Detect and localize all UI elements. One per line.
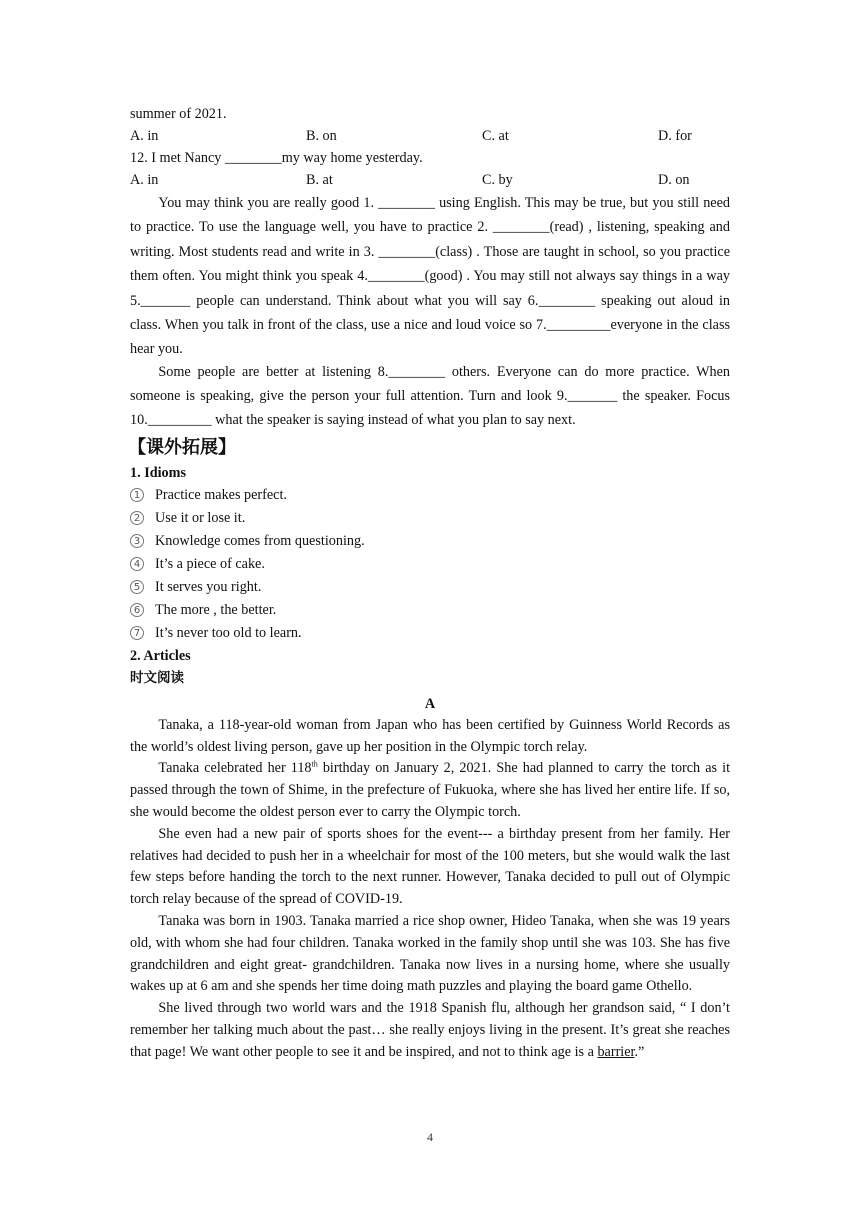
cloze-paragraph-2: Some people are better at listening 8.________ others. Everyone can do more practice. When someone is speaking, give the person your full attention. Turn and look 9._______ the speaker. Focus 10._________ what the speaker is saying instead of what you plan to say next.: [130, 363, 730, 428]
idiom-text: Use it or lose it.: [155, 509, 246, 526]
q12-option-b: B. at: [306, 172, 333, 188]
idiom-text: It’s a piece of cake.: [155, 555, 265, 572]
cloze-paragraph-1: You may think you are really good 1. ________ using English. This may be true, but you still need to practice. To use the language well, you have to practice 2. ________(read) , listening, speaking and writing. Most students read and write in 3. ________(class) . Those are taught in school, so you practice them often. You might think you speak 4.________(good) . You may still not always say things in a way 5._______ people can understand. Think about what you will say 6.________ speaking out aloud in class. When you talk in front of the class, use a nice and loud voice so 7._________everyone in the class hear you.: [130, 195, 730, 358]
idiom-text: The more , the better.: [155, 601, 277, 618]
underlined-word: barrier: [597, 1043, 635, 1060]
idiom-item: [130, 507, 730, 530]
idiom-item: [130, 576, 730, 599]
q12-stem: 12. I met Nancy ________my way home yesterday.: [130, 150, 423, 166]
circled-number: 2: [130, 511, 144, 525]
idiom-item: [130, 530, 730, 553]
q12-option-c: C. by: [482, 172, 513, 188]
article-p5-end: .”: [634, 1043, 645, 1060]
idiom-item: [130, 484, 730, 507]
article-paragraph-4: Tanaka was born in 1903. Tanaka married a rice shop owner, Hideo Tanaka, when she was 19 years old, with whom she had four children. Tanaka worked in the family shop until she was 103. She has five grandchildren and eight great- grandchildren. Tanaka now lives in a nursing home, where she usually wakes up at 6 am and she spends her time doing math puzzles and playing the board game Othello.: [130, 913, 730, 995]
q11-options: [130, 125, 730, 147]
q12-option-d: D. on: [658, 172, 690, 188]
idiom-text: Practice makes perfect.: [155, 486, 287, 503]
article-p5-start: She lived through two world wars and the 1918 Spanish flu, although her grandson said, “ I don’t remember her talking much about the past… she really enjoys living in the present. It’s great she reaches that page! We want other people to see it and be inspired, and not to think age is a: [130, 1000, 730, 1060]
idiom-text: It’s never too old to learn.: [155, 624, 302, 641]
idiom-item: [130, 553, 730, 576]
circled-number: 4: [130, 557, 144, 571]
circled-number: 7: [130, 626, 144, 640]
circled-number: 3: [130, 534, 144, 548]
article-paragraph-5: [130, 998, 730, 1063]
article-label: A: [424, 695, 436, 712]
q11-option-b: B. on: [306, 128, 337, 144]
idiom-text: It serves you right.: [155, 578, 262, 595]
article-p2-rest: birthday on January 2, 2021. She had planned to carry the torch as it passed through the town of Shime, in the prefecture of Fukuoka, where she has lived her entire life. If so, she would become the oldest person ever to carry the Olympic torch.: [130, 760, 731, 821]
article-paragraph-1: Tanaka, a 118-year-old woman from Japan who has been certified by Guinness World Records as the world’s oldest living person, gave up her position in the Olympic torch relay.: [130, 716, 730, 755]
articles-title: 2. Articles: [130, 647, 191, 664]
ordinal-suffix: th: [311, 759, 318, 769]
q11-option-a: A. in: [130, 128, 159, 144]
page-number: 4: [427, 1130, 433, 1144]
q12-option-a: A. in: [130, 172, 159, 188]
circled-number: 1: [130, 488, 144, 502]
page-content: [130, 103, 730, 1064]
article-body: [130, 715, 730, 1064]
q11-tail: summer of 2021.: [130, 106, 227, 122]
q11-option-c: C. at: [482, 128, 509, 144]
article-paragraph-3: She even had a new pair of sports shoes for the event--- a birthday present from her family. Her relatives had decided to push her in a wheelchair for most of the 100 meters, but she would walk the last few steps before handing the torch to the next runner. However, Tanaka decided to pull out of Olympic torch relay because of the spread of COVID-19.: [130, 825, 730, 908]
q12-options: [130, 169, 730, 191]
article-paragraph-2: [130, 758, 730, 823]
reading-title: 时文阅读: [130, 669, 184, 686]
extension-heading: 【课外拓展】: [128, 436, 236, 458]
idiom-item: [130, 599, 730, 622]
idioms-list: [130, 484, 730, 645]
q11-option-d: D. for: [658, 128, 692, 144]
idiom-item: [130, 622, 730, 645]
circled-number: 5: [130, 580, 144, 594]
article-p2-start: Tanaka celebrated her 118: [158, 760, 312, 777]
idioms-title: 1. Idioms: [130, 464, 186, 481]
idiom-text: Knowledge comes from questioning.: [155, 532, 365, 549]
circled-number: 6: [130, 603, 144, 617]
